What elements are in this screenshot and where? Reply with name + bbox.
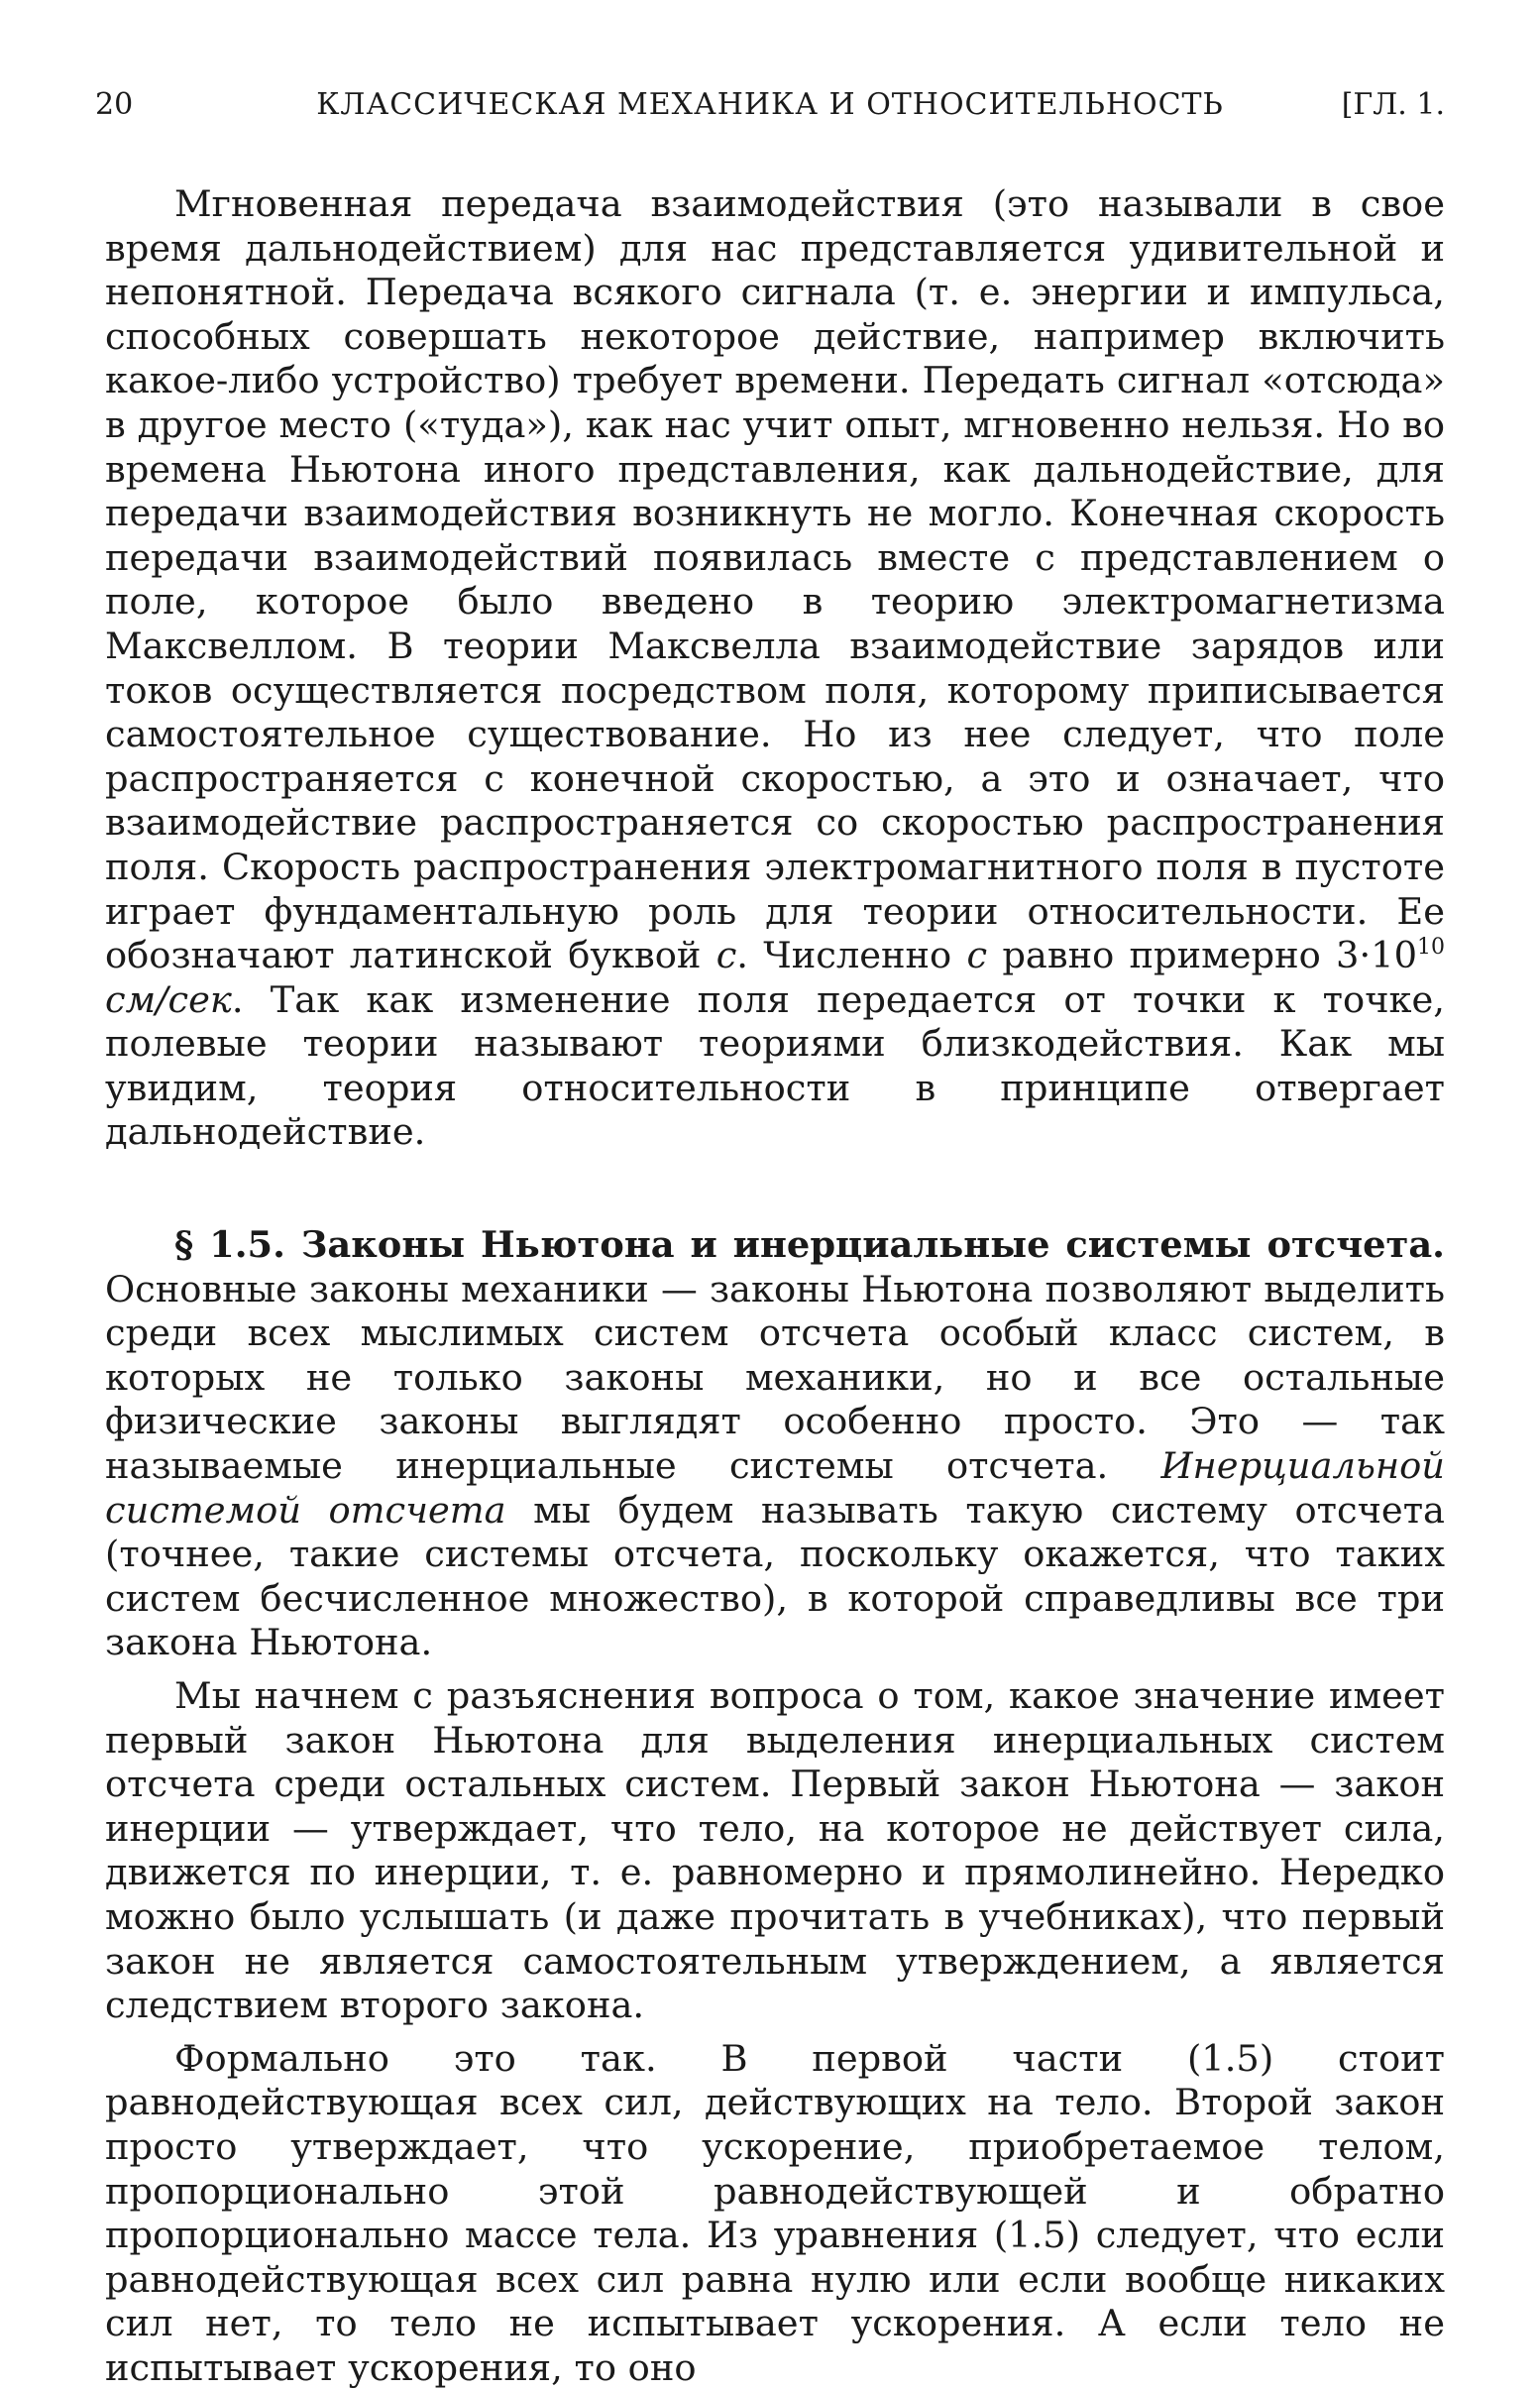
paragraph-first-law: Мы начнем с разъяснения вопроса о том, какое значение имеет первый закон Ньютона для выделения инерциальных систем отсчета среди остальных систем. Первый закон Ньютона — закон инерции — утверждает, что тело, на которое не действует сила, движется по инерции, т. е. равномерно и прямолинейно. Нередко можно было услышать (и даже прочитать в учебниках), что первый закон не является самостоятельным утверждением, а является следствием второго закона. [105,1674,1445,2027]
text-run: мы будем называть такую систему отсчета (точнее, такие системы отсчета, поскольку окажется, что таких систем бесчисленное множество), в которой справедливы все три закона Ньютона. [105,1488,1445,1664]
page-body [105,182,1445,2391]
text-run: равно примерно 3·10 [987,934,1417,977]
page-number: 20 [95,87,134,122]
section-heading: § 1.5. Законы Ньютона и инерциальные системы отсчета. [174,1222,1445,1267]
unit-label: см/сек [105,977,232,1021]
text-run: . Так как изменение поля передается от точки к точке, полевые теории называют теориями близкодействия. Как мы увидим, теория относительности в принципе отвергает дальнодействие. [105,977,1445,1154]
chapter-marker: [ГЛ. 1. [1341,87,1445,122]
running-title: КЛАССИЧЕСКАЯ МЕХАНИКА И ОТНОСИТЕЛЬНОСТЬ [316,87,1224,122]
symbol-c: c [715,934,737,977]
paragraph-action-at-distance [105,182,1445,1155]
symbol-c: c [966,934,988,977]
exponent: 10 [1416,935,1445,961]
text-run: . Численно [736,934,967,977]
paragraph-section-1-5 [105,1222,1445,1665]
paragraph-second-law: Формально это так. В первой части (1.5) стоит равнодействующая всех сил, действующих на тело. Второй закон просто утверждает, что ускорение, приобретаемое телом, пропорционально этой равнодействующей и обратно пропорционально массе тела. Из уравнения (1.5) следует, что если равнодействующая всех сил равна нулю или если вообще никаких сил нет, то тело не испытывает ускорения. А если тело не испытывает ускорения, то оно [105,2036,1445,2389]
defined-term: Инерциальной системой отсчета [105,1444,1445,1532]
text-run: Мгновенная передача взаимодействия (это называли в свое время дальнодействием) для нас представляется удивительной и непонятной. Передача всякого сигнала (т. е. энергии и импульса, способных совершать некоторое действие, например включить какое-либо устройство) требует времени. Передать сигнал «отсюда» в другое место («туда»), как нас учит опыт, мгновенно нельзя. Но во времена Ньютона иного представления, как дальнодействие, для передачи взаимодействия возникнуть не могло. Конечная скорость передачи взаимодействий появилась вместе с представлением о поле, которое было введено в теорию электромагнетизма Максвеллом. В теории Максвелла взаимодействие зарядов или токов осуществляется посредством поля, которому приписывается самостоятельное существование. Но из нее следует, что поле распространяется с конечной скоростью, а это и означает, что взаимодействие распространяется со скоростью распространения поля. Скорость распространения электромагнитного поля в пустоте играет фундаментальную роль для теории относительности. Ее обозначают латинской буквой [105,182,1445,977]
running-header [95,87,1445,131]
text-run: Основные законы механики — законы Ньютона позволяют выделить среди всех мыслимых систем отсчета особый класс систем, в которых не только законы механики, но и все остальные физические законы выглядят особенно просто. Это — так называемые инерциальные системы отсчета. [105,1267,1445,1488]
